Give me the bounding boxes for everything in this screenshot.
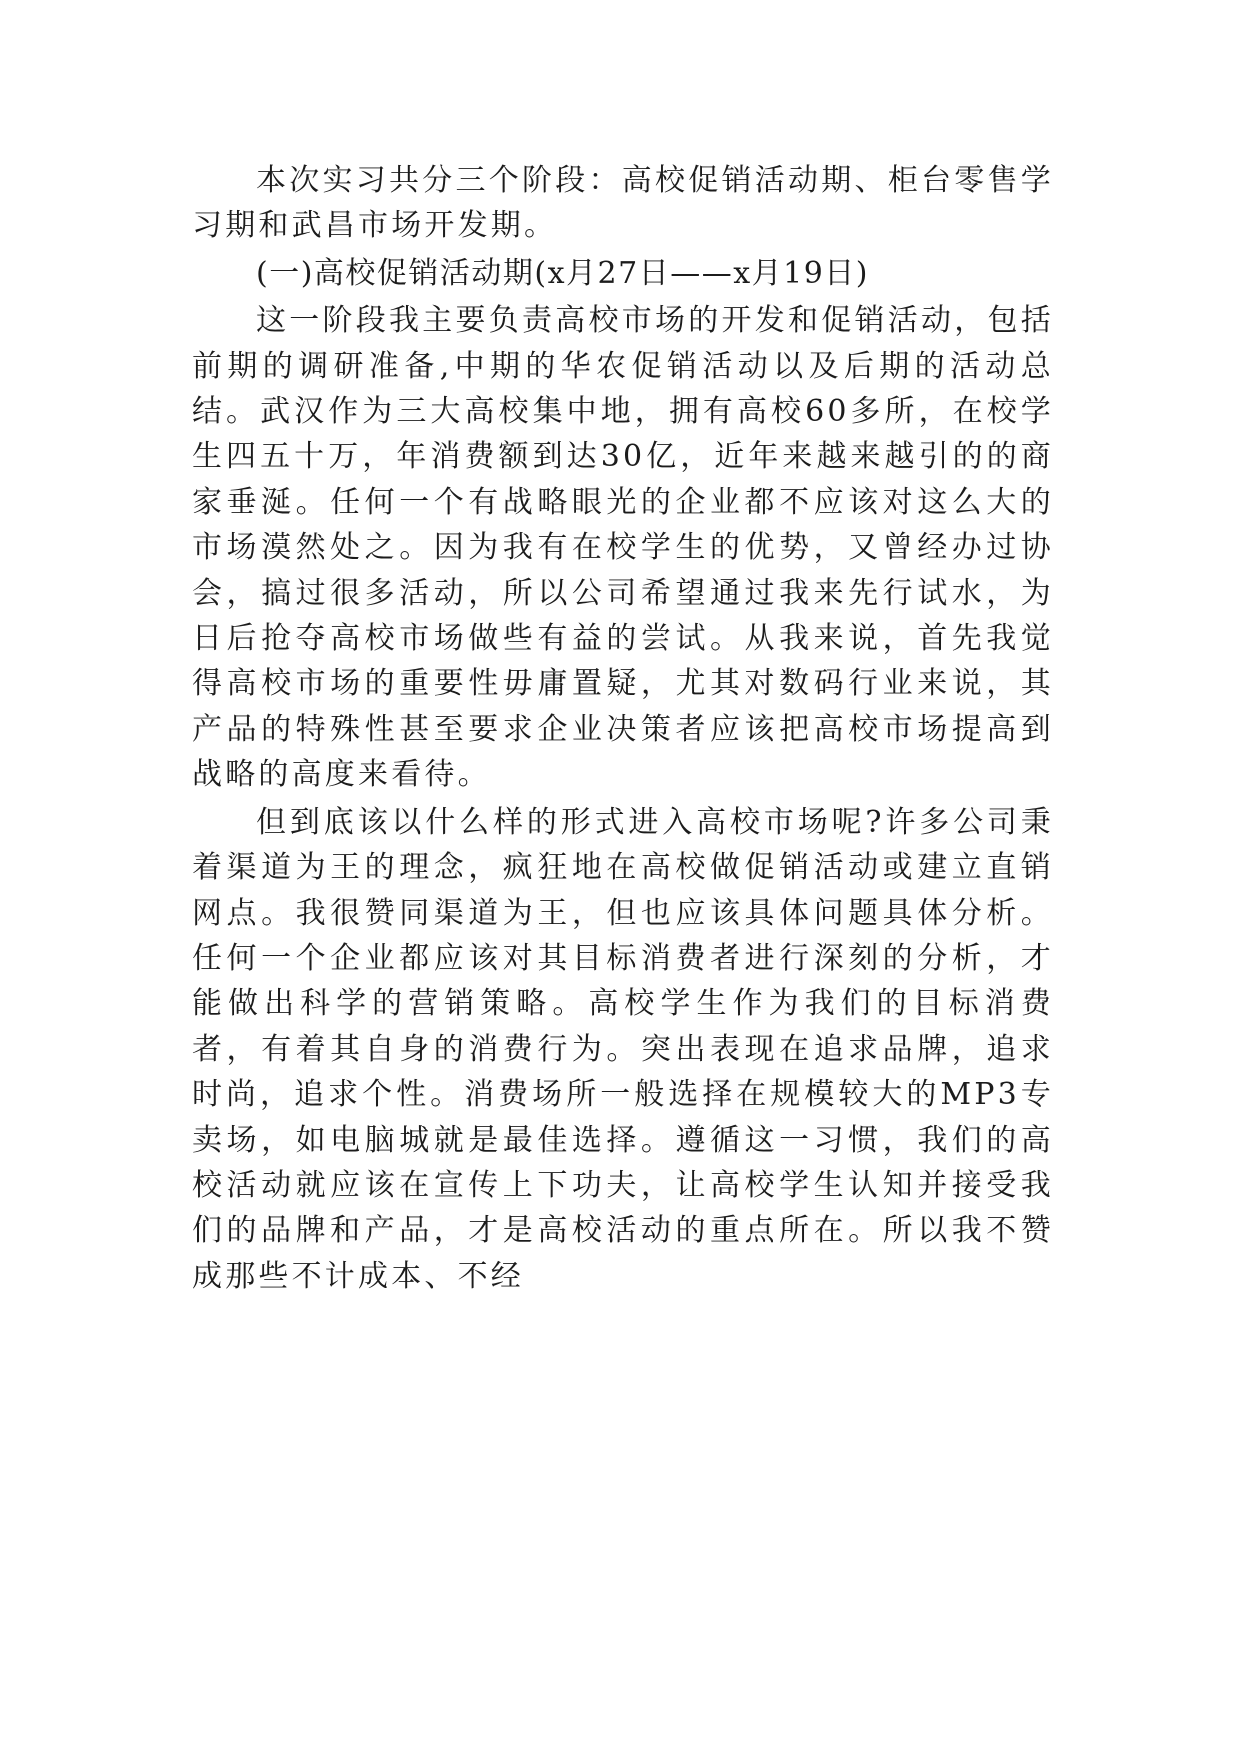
section-heading-campus-promotion: (一)高校促销活动期(x月27日——x月19日) [256,255,870,291]
paragraph-stages-intro: 本次实习共分三个阶段：高校促销活动期、柜台零售学习期和武昌市场开发期。 [192,163,1054,244]
paragraph-market-entry: 但到底该以什么样的形式进入高校市场呢?许多公司秉着渠道为王的理念，疯狂地在高校做促销活动或建立直销网点。我很赞同渠道为王，但也应该具体问题具体分析。任何一个企业都应该对其目标消费者进行深刻的分析，才能做出科学的营销策略。高校学生作为我们的目标消费者，有着其自身的消费行为。突出表现在追求品牌，追求时尚，追求个性。消费场所一般选择在规模较大的MP3专卖场，如电脑城就是最佳选择。遵循这一习惯，我们的高校活动就应该在宣传上下功夫，让高校学生认知并接受我们的品牌和产品，才是高校活动的重点所在。所以我不赞成那些不计成本、不经 [192,804,1054,1294]
document-body [192,158,1054,1301]
paragraph-campus-market: 这一阶段我主要负责高校市场的开发和促销活动，包括前期的调研准备,中期的华农促销活动以及后期的活动总结。武汉作为三大高校集中地，拥有高校60多所，在校学生四五十万，年消费额到达30亿，近年来越来越引的的商家垂涎。任何一个有战略眼光的企业都不应该对这么大的市场漠然处之。因为我有在校学生的优势，又曾经办过协会，搞过很多活动，所以公司希望通过我来先行试水，为日后抢夺高校市场做些有益的尝试。从我来说，首先我觉得高校市场的重要性毋庸置疑，尤其对数码行业来说，其产品的特殊性甚至要求企业决策者应该把高校市场提高到战略的高度来看待。 [192,303,1054,793]
